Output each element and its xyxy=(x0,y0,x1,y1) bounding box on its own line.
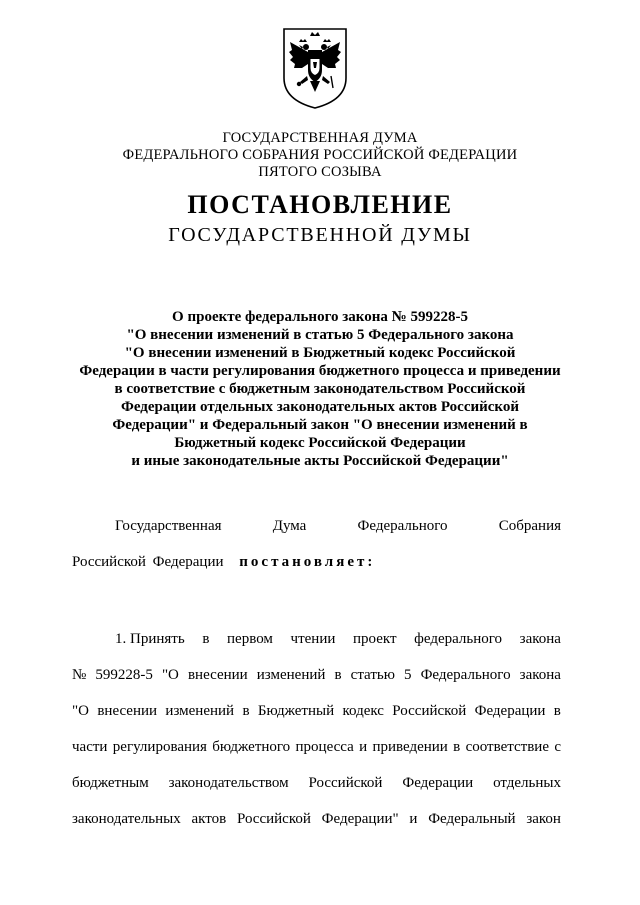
document-title: ПОСТАНОВЛЕНИЕ xyxy=(187,190,453,219)
item1-line-6 xyxy=(72,811,561,828)
item1-word: бюджетным xyxy=(72,775,149,791)
item1-word: Федерации" xyxy=(321,811,399,827)
item1-word: в xyxy=(453,739,461,755)
item1-word: кодекс xyxy=(342,703,384,719)
item1-line-3 xyxy=(72,703,561,720)
item1-word: первом xyxy=(227,631,273,647)
issuer-header xyxy=(0,130,640,181)
item1-word: в xyxy=(553,703,561,719)
item1-word: Российской xyxy=(392,703,467,719)
item1-word: Бюджетный xyxy=(257,703,335,719)
item1-word: с xyxy=(554,739,561,755)
subject-line: О проекте федерального закона № 599228-5 xyxy=(172,309,468,325)
item1-word: регулирования xyxy=(112,739,207,755)
item1-word: приведении xyxy=(372,739,448,755)
document-subtitle: ГОСУДАРСТВЕННОЙ ДУМЫ xyxy=(168,224,472,246)
item1-word: Российской xyxy=(236,811,311,827)
item1-word: закон xyxy=(526,811,561,827)
item1-line-4 xyxy=(72,739,561,756)
subject-line: в соответствие с бюджетным законодательством Российской xyxy=(114,381,526,397)
subject-line: "О внесении изменений в статью 5 Федерального закона xyxy=(126,327,514,343)
preamble-verb: постановляет: xyxy=(239,554,376,570)
item1-word: закона xyxy=(519,631,561,647)
item1-word: актов xyxy=(191,811,227,827)
header-line-1: ГОСУДАРСТВЕННАЯ ДУМА xyxy=(222,130,418,146)
item1-word: внесении xyxy=(187,667,248,683)
preamble-word: Федерального xyxy=(357,518,448,534)
item1-word: и xyxy=(409,811,418,827)
item1-word: процесса xyxy=(295,739,354,755)
item1-word: части xyxy=(72,739,108,755)
item1-word: статью xyxy=(350,667,395,683)
subject-line: Федерации в части регулирования бюджетного процесса и приведении xyxy=(79,363,561,379)
item1-word: и xyxy=(359,739,368,755)
item1-word: изменений xyxy=(165,703,235,719)
item1-word: 1. Принять xyxy=(115,631,185,647)
item1-line-1 xyxy=(115,631,561,648)
item1-word: в xyxy=(242,703,250,719)
item1-word: соответствие xyxy=(465,739,549,755)
item1-word: 599228-5 xyxy=(95,667,153,683)
russian-coat-of-arms-icon xyxy=(280,26,350,110)
item1-word: федерального xyxy=(414,631,503,647)
subject-line: Бюджетный кодекс Российской Федерации xyxy=(174,435,466,451)
item1-word: в xyxy=(202,631,210,647)
item1-word: бюджетного xyxy=(212,739,291,755)
subject-line: и иные законодательные акты Российской Федерации" xyxy=(131,453,509,469)
preamble-line-1 xyxy=(115,518,561,535)
item1-word: "О xyxy=(72,703,89,719)
item1-line-5 xyxy=(72,775,561,792)
item1-word: отдельных xyxy=(493,775,561,791)
item1-word: 5 xyxy=(404,667,412,683)
item1-word: № xyxy=(72,667,87,683)
item1-word: "О xyxy=(161,667,179,683)
item1-word: законодательных xyxy=(72,811,181,827)
item1-word: законодательством xyxy=(168,775,289,791)
preamble-word: Дума xyxy=(272,518,307,534)
preamble-subject: Российской Федерации xyxy=(72,554,224,570)
header-line-3: ПЯТОГО СОЗЫВА xyxy=(258,164,382,180)
preamble-line-2 xyxy=(72,554,375,571)
item1-word: Федерального xyxy=(420,667,511,683)
item1-word: закона xyxy=(519,667,561,683)
subject-line: "О внесении изменений в Бюджетный кодекс Российской xyxy=(124,345,516,361)
item1-word: Российской xyxy=(308,775,383,791)
item1-word: Федерации xyxy=(474,703,546,719)
preamble-word: Государственная xyxy=(115,518,222,534)
item1-word: проект xyxy=(353,631,397,647)
item1-line-2 xyxy=(72,667,561,684)
preamble-word: Собрания xyxy=(498,518,561,534)
item1-word: в xyxy=(334,667,342,683)
item1-word: Федерации xyxy=(402,775,474,791)
subject-line: Федерации отдельных законодательных актов Российской xyxy=(120,399,520,415)
item1-word: изменений xyxy=(256,667,326,683)
item1-word: Федеральный xyxy=(428,811,516,827)
subject-line: Федерации" и Федеральный закон "О внесении изменений в xyxy=(112,417,528,433)
subject-block xyxy=(70,308,570,470)
header-line-2: ФЕДЕРАЛЬНОГО СОБРАНИЯ РОССИЙСКОЙ ФЕДЕРАЦИИ xyxy=(122,147,518,163)
item1-word: чтении xyxy=(290,631,336,647)
item1-word: внесении xyxy=(97,703,158,719)
